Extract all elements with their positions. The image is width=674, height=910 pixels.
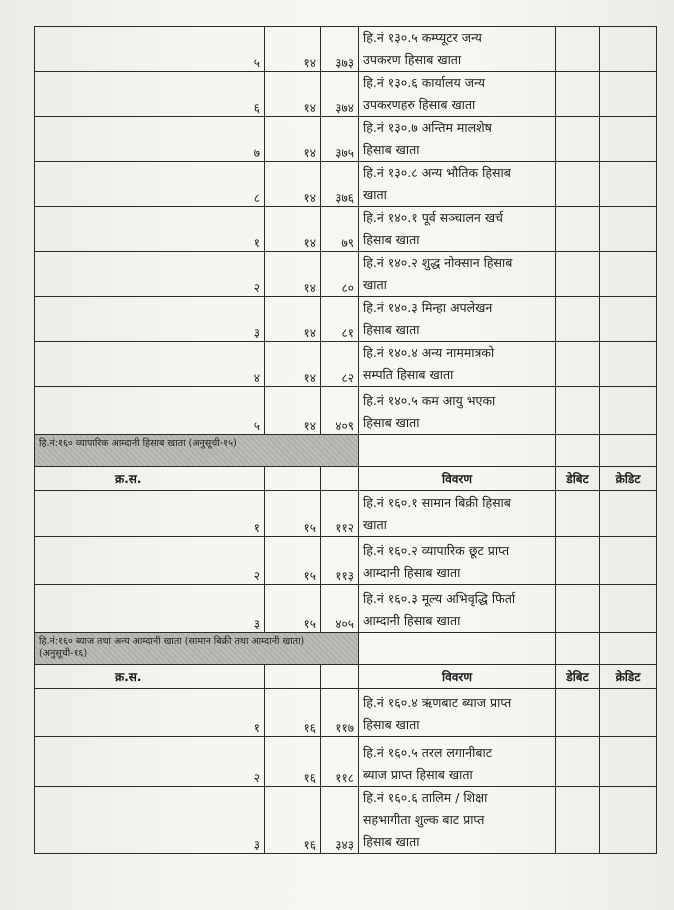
- credit-cell: [600, 117, 657, 162]
- account-description: हि.नं १६०.२ व्यापारिक छूट प्राप्त आम्दानी हिसाब खाता: [359, 537, 556, 585]
- credit-cell: [600, 297, 657, 342]
- account-description: हि.नं १६०.६ तालिम / शिक्षा सहभागीता शुल्क बाट प्राप्त हिसाब खाता: [359, 787, 556, 854]
- group-number: १६: [265, 737, 321, 787]
- credit-cell: [600, 537, 657, 585]
- credit-cell: [600, 27, 657, 72]
- section-title-row: [35, 633, 657, 665]
- debit-cell: [556, 689, 600, 737]
- serial-number: ५: [35, 387, 265, 435]
- account-code: ३४३: [321, 787, 359, 854]
- table-row: [35, 787, 657, 854]
- serial-number: ३: [35, 787, 265, 854]
- table-row: [35, 117, 657, 162]
- serial-number: ३: [35, 297, 265, 342]
- credit-cell: [600, 585, 657, 633]
- debit-cell: [556, 537, 600, 585]
- table-row: [35, 387, 657, 435]
- group-number: १५: [265, 491, 321, 537]
- account-description: हि.नं १३०.६ कार्यालय जन्य उपकरणहरु हिसाब खाता: [359, 72, 556, 117]
- debit-cell: [556, 342, 600, 387]
- serial-number: ६: [35, 72, 265, 117]
- credit-cell: [600, 737, 657, 787]
- serial-number: १: [35, 491, 265, 537]
- group-number: १६: [265, 689, 321, 737]
- account-code: ३७५: [321, 117, 359, 162]
- group-number: १५: [265, 585, 321, 633]
- table-header-row: [35, 467, 657, 491]
- group-number: १४: [265, 252, 321, 297]
- account-code: ८२: [321, 342, 359, 387]
- debit-cell: [556, 162, 600, 207]
- credit-cell: [600, 491, 657, 537]
- header-serial: क्र.स.: [35, 665, 265, 689]
- account-code: ८१: [321, 297, 359, 342]
- header-credit: क्रेडिट: [600, 665, 657, 689]
- table-row: [35, 737, 657, 787]
- account-description: हि.नं १६०.१ सामान बिक्री हिसाब खाता: [359, 491, 556, 537]
- account-code: ८०: [321, 252, 359, 297]
- serial-number: २: [35, 737, 265, 787]
- group-number: १४: [265, 207, 321, 252]
- account-description: हि.नं १३०.७ अन्तिम मालशेष हिसाब खाता: [359, 117, 556, 162]
- credit-cell: [600, 162, 657, 207]
- debit-cell: [556, 117, 600, 162]
- table-row: [35, 252, 657, 297]
- account-code: ४०९: [321, 387, 359, 435]
- credit-cell: [600, 787, 657, 854]
- account-description: हि.नं १४०.१ पूर्व सञ्चालन खर्च हिसाब खाता: [359, 207, 556, 252]
- header-credit: क्रेडिट: [600, 467, 657, 491]
- group-number: १४: [265, 162, 321, 207]
- account-description: हि.नं १३०.५ कम्प्यूटर जन्य उपकरण हिसाब खाता: [359, 27, 556, 72]
- table-row: [35, 537, 657, 585]
- serial-number: ७: [35, 117, 265, 162]
- debit-cell: [556, 27, 600, 72]
- account-code: ७९: [321, 207, 359, 252]
- account-code: ३७६: [321, 162, 359, 207]
- table-row: [35, 27, 657, 72]
- serial-number: १: [35, 689, 265, 737]
- account-code: ११८: [321, 737, 359, 787]
- section-title-row: [35, 435, 657, 467]
- header-description: विवरण: [359, 467, 556, 491]
- serial-number: २: [35, 252, 265, 297]
- account-description: हि.नं १६०.३ मूल्य अभिवृद्धि फिर्ता आम्दानी हिसाब खाता: [359, 585, 556, 633]
- account-description: हि.नं १६०.५ तरल लगानीबाट ब्याज प्राप्त हिसाब खाता: [359, 737, 556, 787]
- debit-cell: [556, 207, 600, 252]
- group-number: १४: [265, 117, 321, 162]
- header-debit: डेबिट: [556, 467, 600, 491]
- ledger-table: [34, 26, 657, 854]
- table-row: [35, 207, 657, 252]
- account-code: ११२: [321, 491, 359, 537]
- group-number: १४: [265, 342, 321, 387]
- group-number: १५: [265, 537, 321, 585]
- credit-cell: [600, 689, 657, 737]
- debit-cell: [556, 297, 600, 342]
- debit-cell: [556, 737, 600, 787]
- account-code: ४०५: [321, 585, 359, 633]
- header-serial: क्र.स.: [35, 467, 265, 491]
- table-row: [35, 585, 657, 633]
- account-description: हि.नं १४०.२ शुद्ध नोक्सान हिसाब खाता: [359, 252, 556, 297]
- serial-number: ३: [35, 585, 265, 633]
- group-number: १४: [265, 297, 321, 342]
- account-code: ११७: [321, 689, 359, 737]
- serial-number: २: [35, 537, 265, 585]
- debit-cell: [556, 585, 600, 633]
- header-description: विवरण: [359, 665, 556, 689]
- serial-number: १: [35, 207, 265, 252]
- table-row: [35, 162, 657, 207]
- group-number: १४: [265, 72, 321, 117]
- account-description: हि.नं १४०.५ कम आयु भएका हिसाब खाता: [359, 387, 556, 435]
- table-row: [35, 297, 657, 342]
- credit-cell: [600, 252, 657, 297]
- debit-cell: [556, 387, 600, 435]
- account-code: ३७४: [321, 72, 359, 117]
- group-number: १४: [265, 27, 321, 72]
- table-row: [35, 689, 657, 737]
- credit-cell: [600, 207, 657, 252]
- account-code: ३७३: [321, 27, 359, 72]
- account-description: हि.नं १३०.८ अन्य भौतिक हिसाब खाता: [359, 162, 556, 207]
- section-title: हि.नं:१६० ब्याज तथा अन्य आम्दानी खाता (सामान बिक्री तथा आम्दानी खाता) (अनुसूची-१६): [35, 633, 359, 665]
- serial-number: ४: [35, 342, 265, 387]
- debit-cell: [556, 491, 600, 537]
- table-header-row: [35, 665, 657, 689]
- table-row: [35, 72, 657, 117]
- group-number: १४: [265, 387, 321, 435]
- credit-cell: [600, 387, 657, 435]
- account-description: हि.नं १४०.४ अन्य नाममात्रको सम्पति हिसाब खाता: [359, 342, 556, 387]
- serial-number: ८: [35, 162, 265, 207]
- account-description: हि.नं १४०.३ मिन्हा अपलेखन हिसाब खाता: [359, 297, 556, 342]
- account-description: हि.नं १६०.४ ऋणबाट ब्याज प्राप्त हिसाब खाता: [359, 689, 556, 737]
- header-debit: डेबिट: [556, 665, 600, 689]
- debit-cell: [556, 787, 600, 854]
- group-number: १६: [265, 787, 321, 854]
- debit-cell: [556, 252, 600, 297]
- table-row: [35, 342, 657, 387]
- table-row: [35, 491, 657, 537]
- credit-cell: [600, 72, 657, 117]
- section-title: हि.नं:१६० व्यापारिक आम्दानी हिसाब खाता (अनुसूची-१५): [35, 435, 359, 467]
- debit-cell: [556, 72, 600, 117]
- account-code: ११३: [321, 537, 359, 585]
- serial-number: ५: [35, 27, 265, 72]
- credit-cell: [600, 342, 657, 387]
